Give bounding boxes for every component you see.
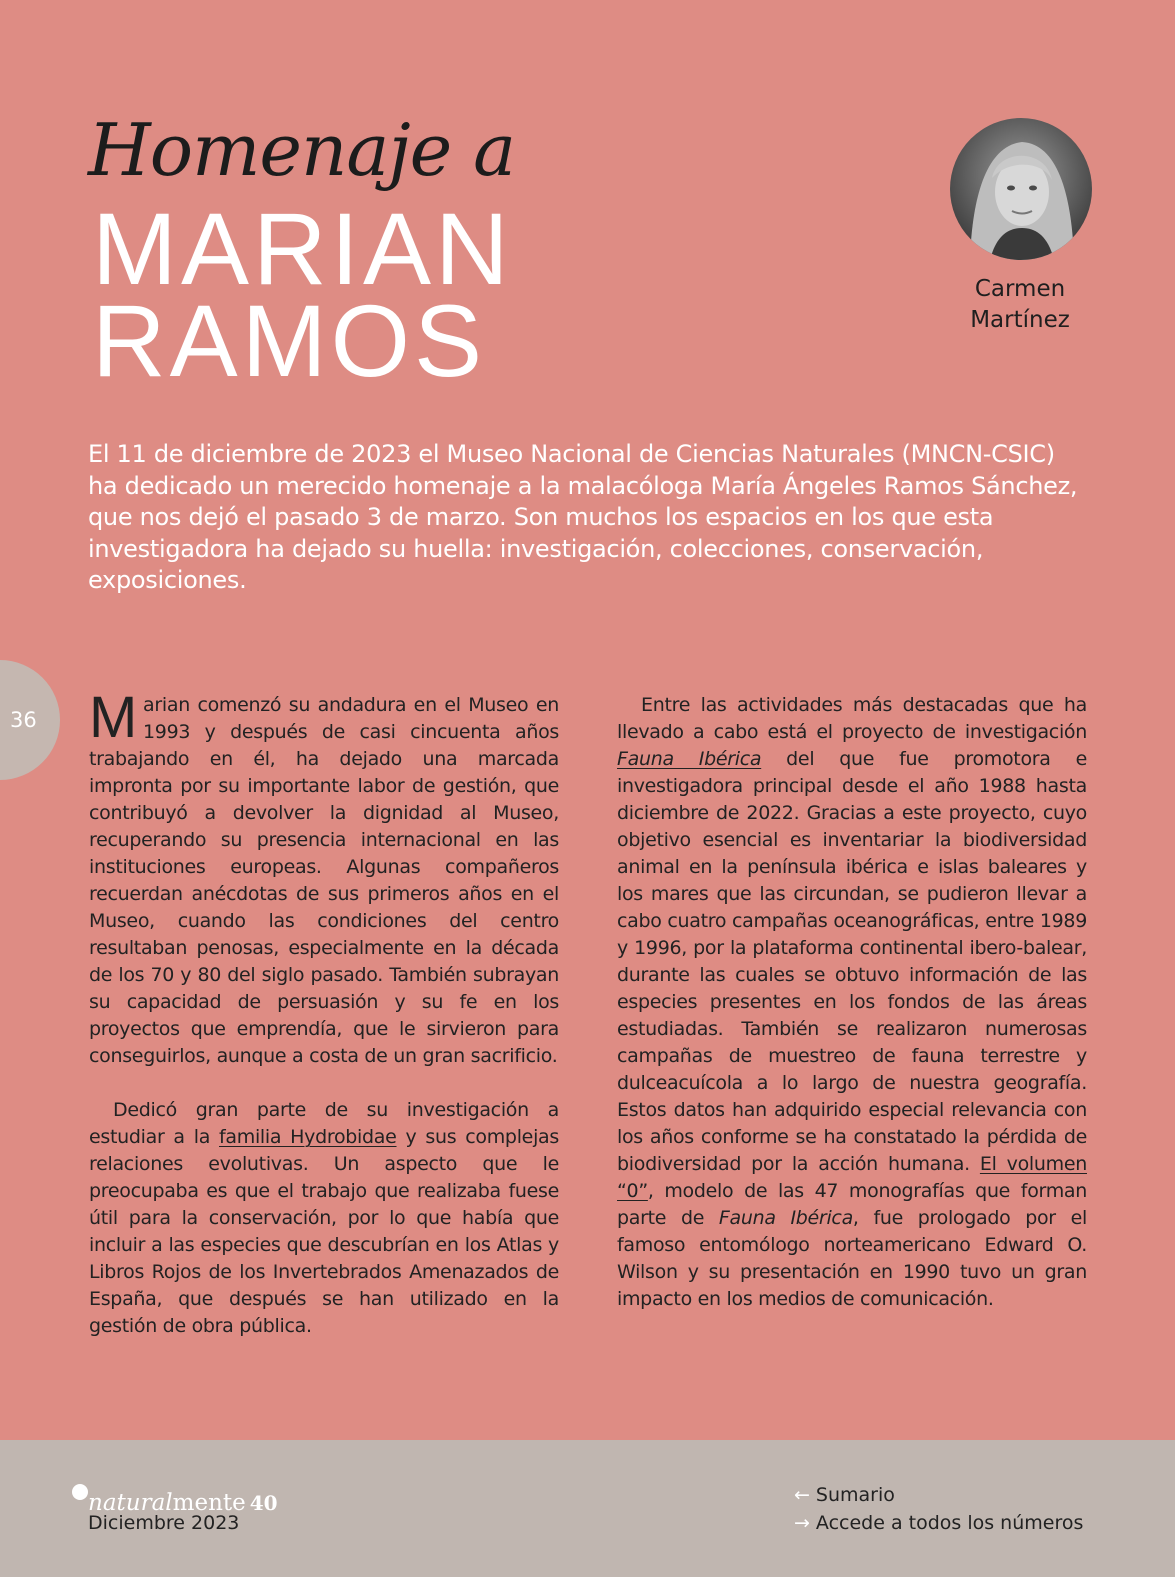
title-name-line1: MARIAN	[92, 192, 513, 306]
author-name	[940, 274, 1100, 336]
body-column-left	[89, 685, 559, 1340]
arrow-left-icon: ←	[794, 1484, 810, 1506]
body-paragraph-1: Marian comenzó su andadura en el Museo en 1993 y después de casi cincuenta años trabajando en él, ha dejado una marcada impronta por su importante labor de gestión, que contribuyó a devolver la dignidad al Museo, recuperando su presencia internacional en las instituciones europeas. Algunas compañeros recuerdan anécdotas de sus primeros años en el Museo, cuando las condiciones del centro resultaban penosas, especialmente en la década de los 70 y 80 del siglo pasado. También subrayan su capacidad de persuasión y su fe en los proyectos que emprendía, que le sirvieron para conseguirlos, aunque a costa de un gran sacrificio.	[89, 685, 559, 1067]
body-paragraph-2: Dedicó gran parte de su investigación a estudiar a la familia Hydrobidae y sus complejas relaciones evolutivas. Un aspecto que le preocupaba es que el trabajo que realizaba fuese útil para la conservación, por lo que había que incluir a las especies que descubrían en los Atlas y Libros Rojos de los Invertebrados Amenazados de España, que después se han utilizado en la gestión de obra pública.	[89, 1099, 559, 1337]
title-name-line2: RAMOS	[92, 284, 487, 398]
link-familia-hydrobidae[interactable]: familia Hydrobidae	[219, 1126, 397, 1148]
arrow-right-icon: →	[794, 1512, 810, 1534]
link-fauna-iberica[interactable]: Fauna Ibérica	[617, 748, 762, 770]
issue-date: Diciembre 2023	[88, 1512, 240, 1534]
page-number: 36	[10, 708, 37, 732]
author-first-name: Carmen	[974, 276, 1066, 302]
magazine-logo: naturalmente 40	[72, 1484, 278, 1516]
logo-dot-icon	[72, 1484, 88, 1500]
author-avatar	[950, 118, 1092, 260]
title-prefix: Homenaje a	[88, 108, 516, 192]
drop-cap: M	[89, 685, 138, 750]
author-last-name: Martínez	[970, 307, 1070, 333]
intro-paragraph: El 11 de diciembre de 2023 el Museo Nacional de Ciencias Naturales (MNCN-CSIC) ha dedicado un merecido homenaje a la malacóloga María Ángeles Ramos Sánchez, que nos dejó el pasado 3 de marzo. Son muchos los espacios en los que esta investigadora ha dejado su huella: investigación, colecciones, conservación, exposiciones.	[88, 440, 1078, 594]
nav-sumario-link[interactable]: ← Sumario	[794, 1484, 895, 1506]
body-column-right	[617, 692, 1087, 1313]
nav-all-issues-link[interactable]: → Accede a todos los números	[794, 1512, 1084, 1534]
body-paragraph-3: Entre las actividades más destacadas que ha llevado a cabo está el proyecto de investigación Fauna Ibérica del que fue promotora e investigadora principal desde el año 1988 hasta diciembre de 2022. Gracias a este proyecto, cuyo objetivo esencial es inventariar la biodiversidad animal en la península ibérica e islas baleares y los mares que las circundan, se pudieron llevar a cabo cuatro campañas oceanográficas, entre 1989 y 1996, por la plataforma continental ibero-balear, durante las cuales se obtuvo información de las especies presentes en los fondos de las áreas estudiadas. También se realizaron numerosas campañas de muestreo de fauna terrestre y dulceacuícola a lo largo de nuestra geografía. Estos datos han adquirido especial relevancia con los años conforme se ha constatado la pérdida de biodiversidad por la acción humana. El volumen “0”, modelo de las 47 monografías que forman parte de Fauna Ibérica, fue prologado por el famoso entomólogo norteamericano Edward O. Wilson y su presentación en 1990 tuvo un gran impacto en los medios de comunicación.	[617, 694, 1087, 1310]
link-volumen-0[interactable]: El volumen “0”	[617, 1153, 1087, 1202]
